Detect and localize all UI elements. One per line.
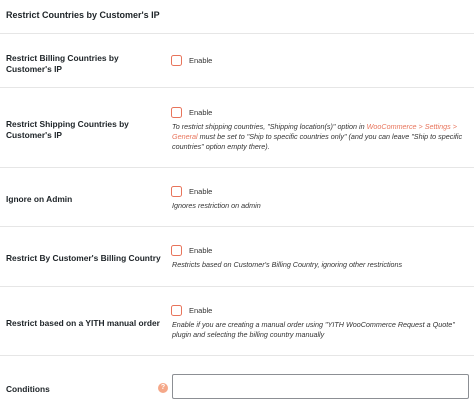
setting-label: Restrict By Customer's Billing Country xyxy=(6,253,161,263)
conditions-input[interactable] xyxy=(172,374,469,399)
checkbox-row xyxy=(171,304,466,316)
yith-manual-order-checkbox[interactable] xyxy=(171,305,182,316)
setting-row-yith-manual-order xyxy=(0,287,474,356)
setting-label: Ignore on Admin xyxy=(6,194,73,204)
setting-field xyxy=(171,304,466,340)
setting-description: Enable if you are creating a manual order using "YITH WooCommerce Request a Quote" plugin and selecting the billing country manually xyxy=(172,320,455,339)
setting-label: Restrict based on a YITH manual order xyxy=(6,318,160,328)
billing-ip-checkbox[interactable] xyxy=(171,55,182,66)
checkbox-label: Enable xyxy=(189,245,213,255)
section-title: Restrict Countries by Customer's IP xyxy=(0,0,474,34)
setting-row-ignore-admin xyxy=(0,168,474,227)
setting-description xyxy=(171,122,463,152)
billing-country-checkbox[interactable] xyxy=(171,245,182,256)
checkbox-row xyxy=(171,244,466,256)
checkbox-row xyxy=(171,106,466,118)
woocommerce-settings-link[interactable]: WooCommerce > Settings > General xyxy=(172,122,457,141)
setting-description: Ignores restriction on admin xyxy=(172,201,261,210)
description-text: must be set to "Ship to specific countries only" (and you can leave "Ship to specific countries" option empty there). xyxy=(172,132,463,151)
shipping-ip-checkbox[interactable] xyxy=(171,107,182,118)
help-icon[interactable]: ? xyxy=(158,383,168,393)
checkbox-label: Enable xyxy=(189,186,213,196)
setting-field xyxy=(171,244,466,270)
checkbox-label: Enable xyxy=(189,55,213,65)
description-text: To restrict shipping countries, "Shipping location(s)" option in xyxy=(172,122,367,131)
setting-label: Restrict Shipping Countries by Customer's IP xyxy=(6,119,129,140)
conditions-label: Conditions xyxy=(6,384,50,394)
setting-field xyxy=(171,185,466,211)
setting-row-billing-ip xyxy=(0,34,474,88)
setting-field xyxy=(171,106,466,152)
checkbox-label: Enable xyxy=(189,107,213,117)
checkbox-row xyxy=(171,54,466,66)
setting-description: Restricts based on Customer's Billing Country, ignoring other restrictions xyxy=(172,260,403,269)
setting-row-billing-country xyxy=(0,227,474,287)
checkbox-row xyxy=(171,185,466,197)
ignore-admin-checkbox[interactable] xyxy=(171,186,182,197)
checkbox-label: Enable xyxy=(189,305,213,315)
setting-field xyxy=(171,54,466,66)
setting-label: Restrict Billing Countries by Customer's IP xyxy=(6,53,119,74)
setting-row-shipping-ip xyxy=(0,88,474,168)
